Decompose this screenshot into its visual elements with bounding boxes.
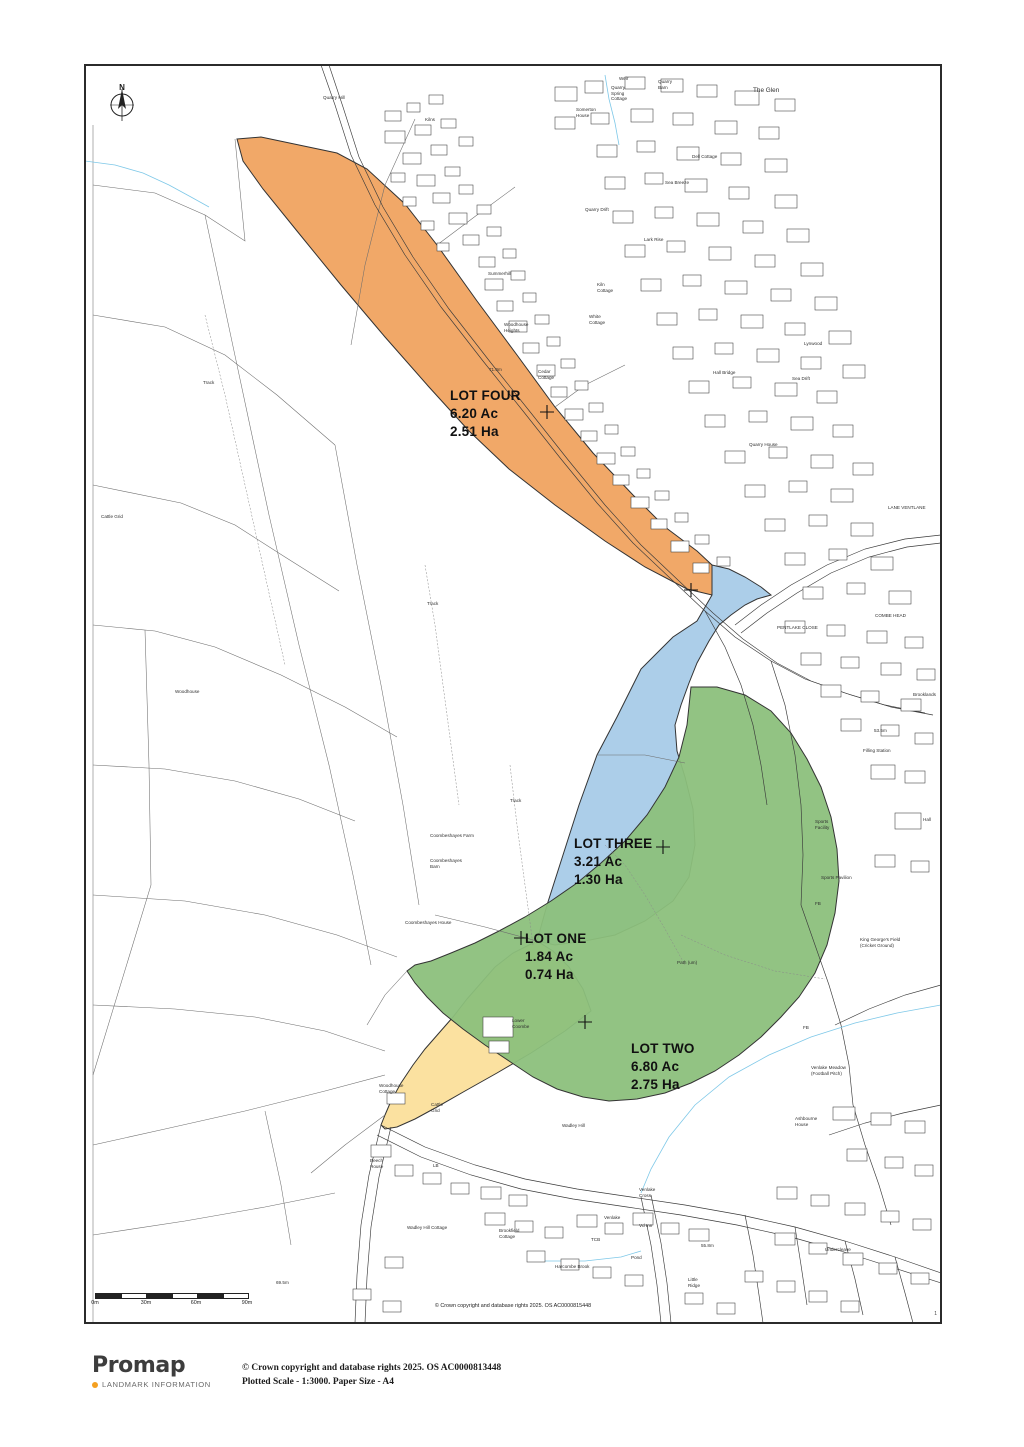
- map-place-label: Kilns: [425, 117, 435, 122]
- map-place-label: PENTLAKE CLOSE: [777, 625, 818, 630]
- map-place-label: Venlake Meadow (Football Pitch): [811, 1065, 846, 1076]
- footer-scale: Plotted Scale - 1:3000. Paper Size - A4: [242, 1377, 394, 1388]
- lot-four-label: LOT FOUR 6.20 Ac 2.51 Ha: [450, 388, 521, 440]
- brand-name: Promap: [92, 1353, 186, 1378]
- map-place-label: Weir: [619, 76, 629, 81]
- brand-subtitle: LANDMARK INFORMATION: [102, 1380, 211, 1389]
- map-place-label: Ashbourne House: [795, 1116, 818, 1127]
- map-place-label: Woodhouse: [175, 689, 200, 694]
- lot-four-polygon: [237, 137, 712, 595]
- scale-bar-ticks: 0m 30m 60m 90m: [91, 1300, 253, 1306]
- map-place-label: LANE VENTLANE: [888, 505, 926, 510]
- map-place-label: Sports Facility: [815, 819, 830, 830]
- map-place-label: Wadley Hill Cottage: [407, 1225, 448, 1230]
- map-place-label: Hall: [923, 817, 931, 822]
- map-place-label: Cattle Grid: [431, 1102, 444, 1113]
- lot-two-label: LOT TWO 6.80 Ac 2.75 Ha: [631, 1041, 695, 1093]
- map-place-label: Woodhouse Cottage: [379, 1083, 404, 1094]
- map-place-label: Sea Breeze: [665, 180, 690, 185]
- map-place-label: Path (um): [677, 960, 698, 965]
- map-place-label: Hall Bridge: [713, 370, 736, 375]
- map-place-label: Quarry Barn: [658, 79, 673, 90]
- map-place-label: Dell Cottage: [692, 154, 718, 159]
- map-place-label: Track: [203, 380, 215, 385]
- map-place-label: Venlake: [604, 1215, 621, 1220]
- map-place-label: Filling Station: [863, 748, 891, 753]
- north-label: N: [119, 83, 125, 92]
- map-place-label: Woodhouse Heights: [504, 322, 529, 333]
- map-place-label: Undercleave: [825, 1247, 851, 1252]
- map-place-label: Lark Rise: [644, 237, 664, 242]
- map-place-label: Kiln Cottage: [597, 282, 614, 293]
- map-place-label: Track: [510, 798, 522, 803]
- lot-three-label: LOT THREE 3.21 Ac 1.30 Ha: [574, 836, 653, 888]
- map-place-label: 55.8m: [701, 1243, 714, 1248]
- map-copyright-notice: © Crown copyright and database rights 2025. OS AC0000815448: [434, 1303, 592, 1309]
- map-place-label: Cattle Grid: [101, 514, 123, 519]
- brand-subtitle-row: [92, 1380, 211, 1389]
- map-place-label: TCB: [591, 1237, 601, 1242]
- map-vector-layer: [85, 65, 941, 1323]
- page-footer: [84, 1355, 940, 1415]
- map-place-label: Brooklands: [913, 692, 936, 697]
- map-place-label: Vd Inn: [639, 1223, 653, 1228]
- map-place-label: Somerton House: [576, 107, 596, 118]
- map-place-label: Quarry Drift: [585, 207, 609, 212]
- map-place-label: COMBE HEAD: [875, 613, 906, 618]
- brand-dot-icon: [92, 1382, 98, 1388]
- lot-one-label: LOT ONE 1.84 Ac 0.74 Ha: [525, 931, 587, 983]
- map-place-label: Wadley Hill: [562, 1123, 585, 1128]
- map-place-label: 53.5m: [874, 728, 887, 733]
- map-place-label: FB: [815, 901, 821, 906]
- map-place-label: Quarry Spring Cottage: [611, 85, 628, 102]
- map-place-label: LB: [433, 1163, 439, 1168]
- map-place-label: 69.5m: [276, 1280, 289, 1285]
- map-place-label: Lynwood: [804, 341, 823, 346]
- map-place-label: Pond: [631, 1255, 642, 1260]
- promap-logo: [92, 1355, 211, 1389]
- map-place-label: 71.0m: [489, 367, 502, 372]
- map-canvas[interactable]: [84, 64, 942, 1324]
- map-place-label: Coombeshayes House: [405, 920, 452, 925]
- map-place-label: White Cottage: [589, 314, 606, 325]
- map-place-label: Summerhill: [488, 271, 511, 276]
- north-arrow-icon: [105, 83, 139, 131]
- map-place-label: Beech House: [370, 1158, 384, 1169]
- map-place-label: Cedar Cottage: [538, 369, 555, 380]
- map-place-label: Brookfield Cottage: [499, 1228, 520, 1239]
- map-place-label: Quarry Hill: [323, 95, 345, 100]
- footer-metadata: [242, 1361, 501, 1389]
- map-place-label: FB: [803, 1025, 809, 1030]
- map-place-label: Track: [427, 601, 439, 606]
- map-place-label: Sea Drift: [792, 376, 810, 381]
- map-place-label: Lower Coombe: [512, 1018, 530, 1029]
- map-place-label: The Glen: [753, 87, 780, 94]
- map-place-label: Venlake Cross: [639, 1187, 656, 1198]
- footer-copyright: © Crown copyright and database rights 2025. OS AC0000813448: [242, 1363, 502, 1373]
- map-place-label: Harcombe Brook: [555, 1264, 590, 1269]
- map-place-label: Quarry House: [749, 442, 778, 447]
- map-place-label: Little Ridge: [688, 1277, 701, 1288]
- scale-bar: [91, 1293, 255, 1309]
- map-place-label: Coombeshayes Barn: [430, 858, 462, 869]
- map-place-label: Sports Pavilion: [821, 875, 852, 880]
- map-place-label: Coombeshayes Farm: [430, 833, 474, 838]
- map-place-label: King George's Field (Cricket Ground): [860, 937, 901, 948]
- map-page-number: 1: [934, 1311, 937, 1317]
